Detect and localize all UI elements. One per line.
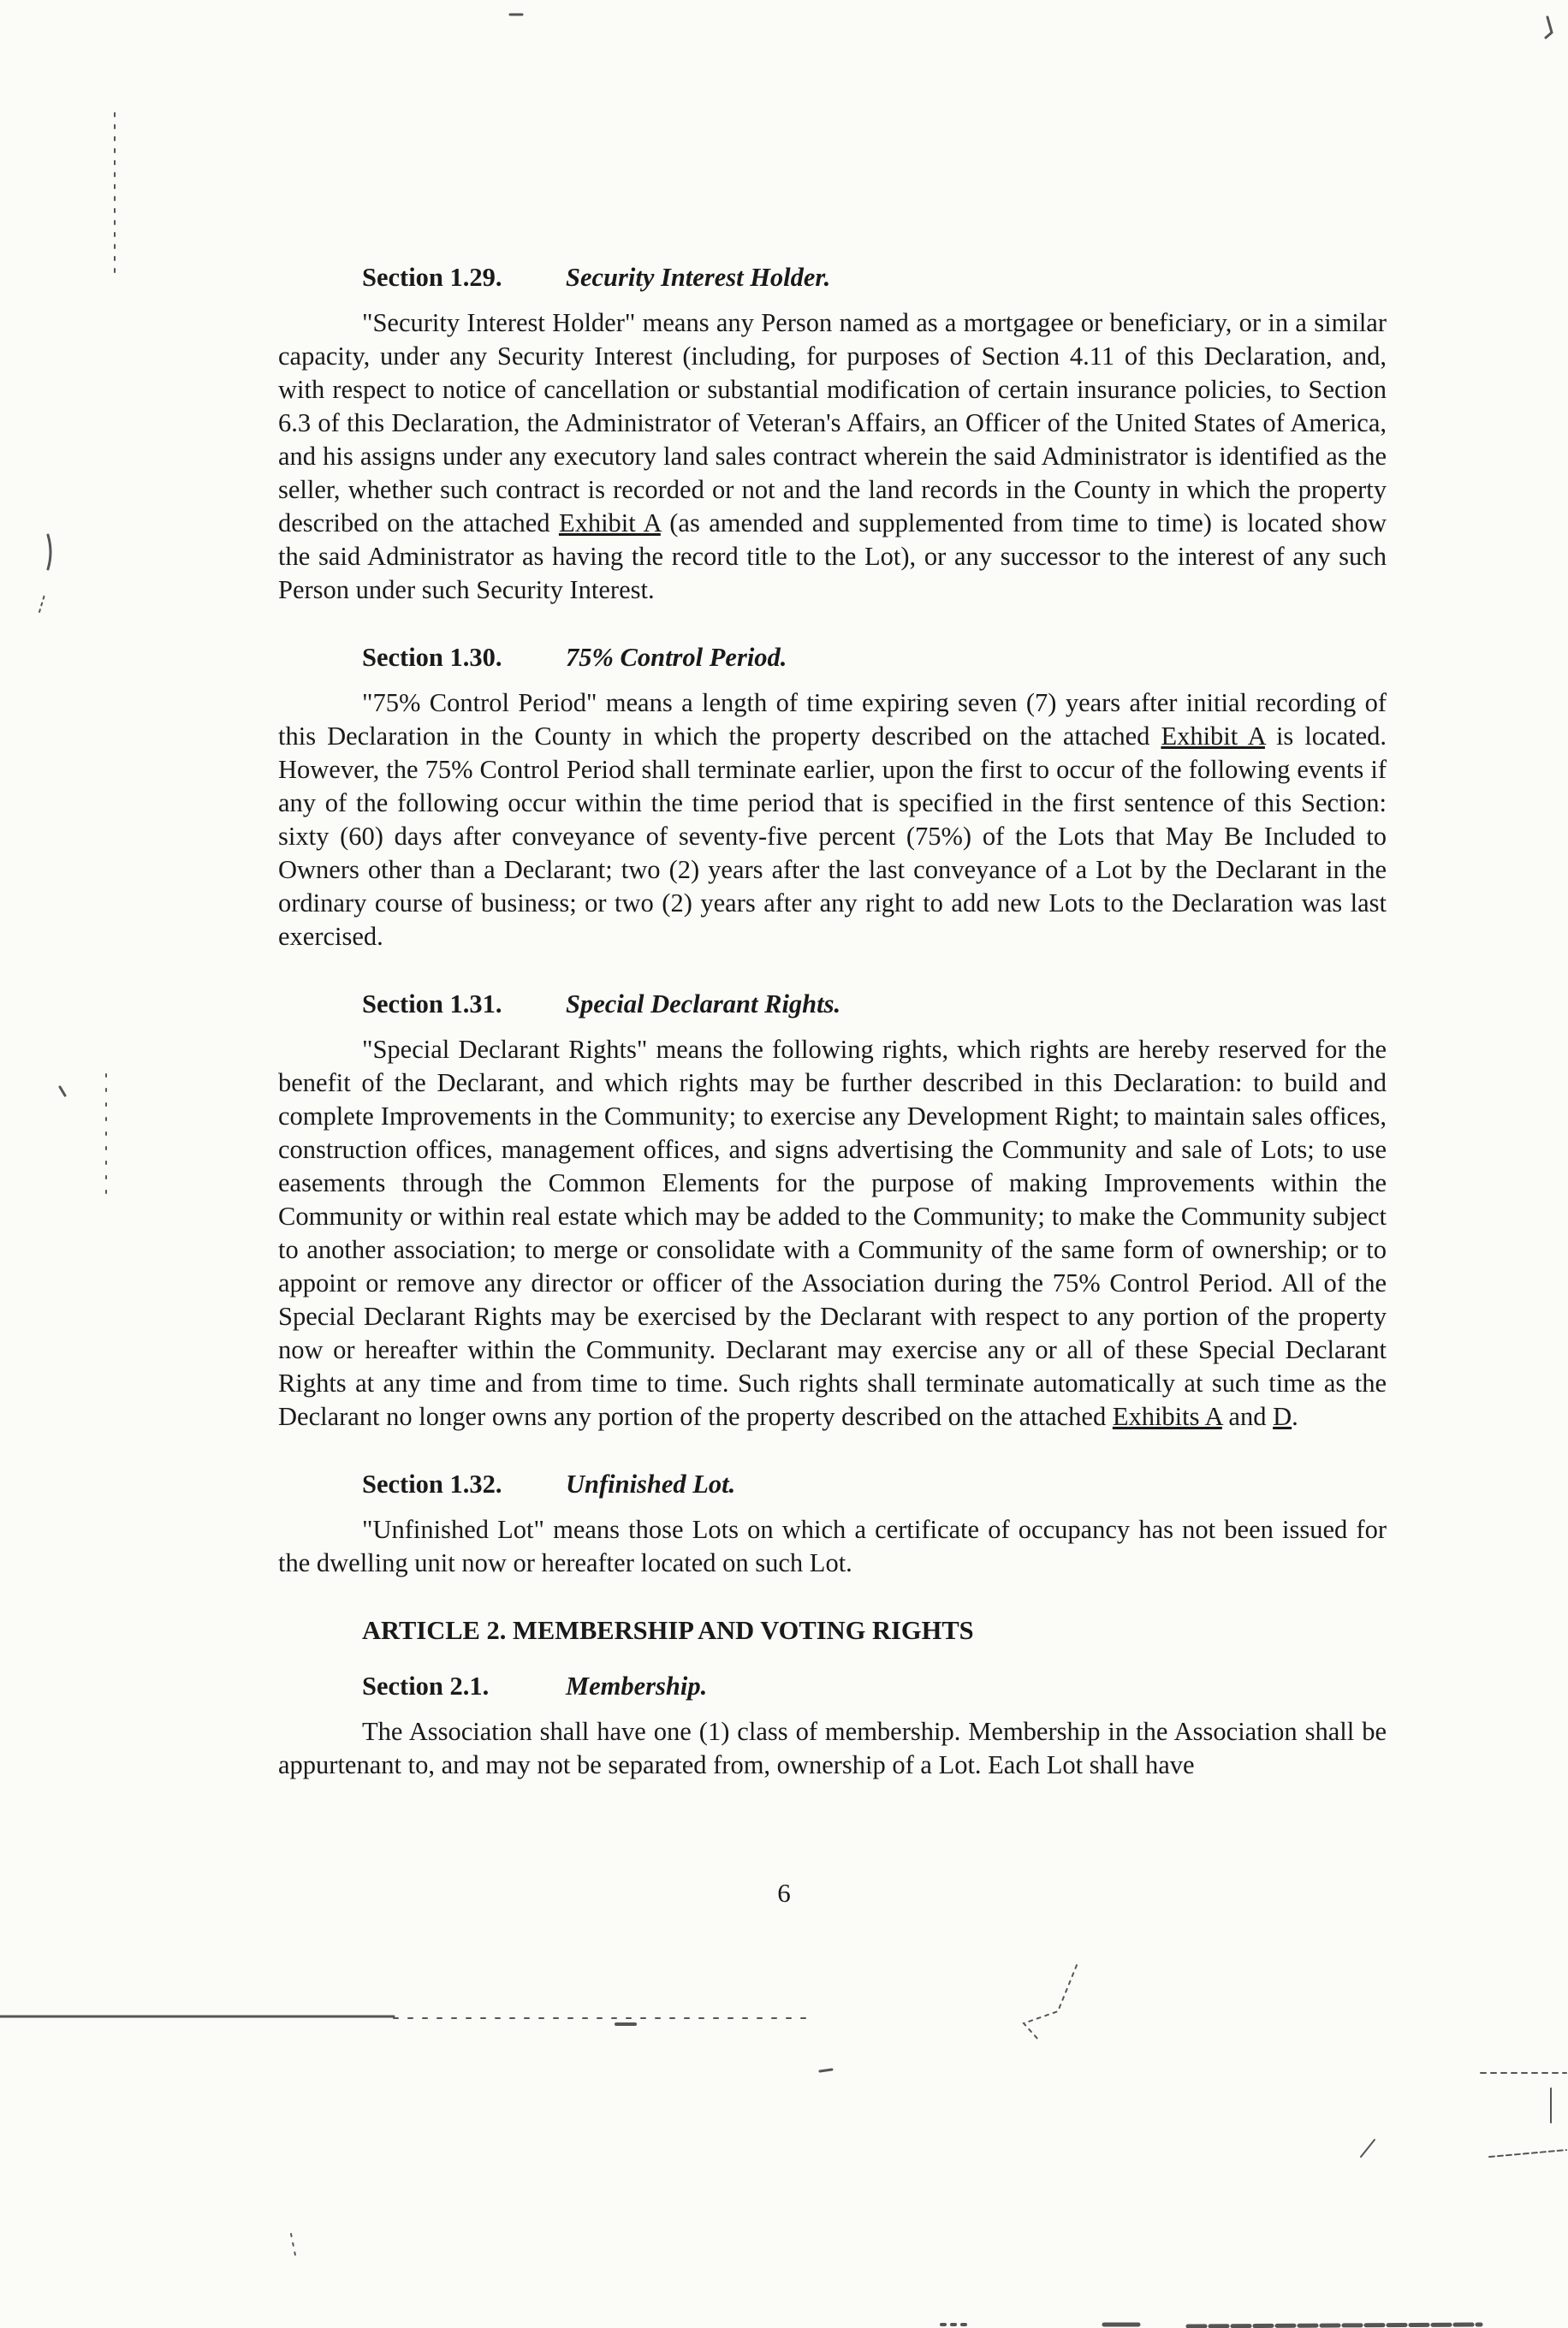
paragraph-text: and [1221, 1402, 1274, 1431]
exhibit-reference: Exhibit A [1161, 722, 1265, 751]
section-number: Section 2.1. [362, 1672, 490, 1701]
section-heading [278, 988, 1387, 1021]
section-title: 75% Control Period. [566, 643, 787, 672]
exhibit-reference: Exhibits A [1112, 1402, 1222, 1431]
paragraph-text: "Unfinished Lot" means those Lots on which a certificate of occupancy has not been issued for the dwelling unit now or hereafter located on such Lot. [278, 1515, 1387, 1577]
section-title: Special Declarant Rights. [566, 989, 841, 1018]
section-title: Security Interest Holder. [566, 263, 831, 292]
section-2-1 [278, 1670, 1387, 1782]
page-number: 6 [777, 1878, 791, 1908]
section-paragraph [278, 1513, 1387, 1580]
article-heading: ARTICLE 2. MEMBERSHIP AND VOTING RIGHTS [362, 1616, 974, 1645]
section-paragraph [278, 306, 1387, 607]
section-title: Unfinished Lot. [566, 1470, 736, 1499]
section-1-29 [278, 261, 1387, 607]
section-paragraph [278, 686, 1387, 953]
section-number: Section 1.32. [362, 1470, 502, 1499]
paragraph-text: "75% Control Period" means a length of time expiring seven (7) years after initial recording of this Declaration in the County in which the property described on the attached [278, 688, 1387, 751]
section-number: Section 1.29. [362, 263, 502, 292]
section-1-32 [278, 1468, 1387, 1580]
exhibit-reference: Exhibit A [558, 508, 661, 537]
section-title: Membership. [566, 1672, 708, 1701]
section-1-31 [278, 988, 1387, 1434]
section-number: Section 1.31. [362, 989, 502, 1018]
section-1-30 [278, 641, 1387, 953]
paragraph-text: "Security Interest Holder" means any Person named as a mortgagee or beneficiary, or in a similar capacity, under any Security Interest (including, for purposes of Section 4.11 of this Declaration, and, with respect to notice of cancellation or substantial modification of certain insurance policies, to Section 6.3 of this Declaration, the Administrator of Veteran's Affairs, an Officer of the United States of America, and his assigns under any executory land sales contract wherein the said Administrator is identified as the seller, whether such contract is recorded or not and the land records in the County in which the property described on the attached [278, 308, 1387, 537]
section-paragraph [278, 1033, 1387, 1434]
section-heading [278, 261, 1387, 294]
paragraph-text: . [1292, 1402, 1298, 1431]
paragraph-text: The Association shall have one (1) class of membership. Membership in the Association shall be appurtenant to, and may not be separated from, ownership of a Lot. Each Lot shall have [278, 1717, 1387, 1779]
paragraph-text: "Special Declarant Rights" means the following rights, which rights are hereby reserved for the benefit of the Declarant, and which rights may be further described in this Declaration: to build and complete Improvements in the Community; to exercise any Development Right; to maintain sales offices, construction offices, management offices, and signs advertising the Community and sale of Lots; to use easements through the Common Elements for the purpose of making Improvements within the Community or within real estate which may be added to the Community; to make the Community subject to another association; to merge or consolidate with a Community of the same form of ownership; or to appoint or remove any director or officer of the Association during the 75% Control Period. All of the Special Declarant Rights may be exercised by the Declarant with respect to any portion of the property now or hereafter within the Community. Declarant may exercise any or all of these Special Declarant Rights at any time and from time to time. Such rights shall terminate automatically at such time as the Declarant no longer owns any portion of the property described on the attached [278, 1035, 1387, 1431]
paragraph-text: (as amended and supplemented from time to time) is located show the said Administrator as having the record title to the Lot), or any successor to the interest of any such Person under such Security Interest. [278, 508, 1387, 604]
document-body [278, 261, 1387, 1816]
exhibit-reference: D [1273, 1402, 1292, 1431]
section-heading [278, 1468, 1387, 1501]
paragraph-text: is located. However, the 75% Control Period shall terminate earlier, upon the first to occur of the following events if any of the following occur within the time period that is specified in the first sentence of this Section: sixty (60) days after conveyance of seventy-five percent (75%) of the Lots that May Be Included to Owners other than a Declarant; two (2) years after the last conveyance of a Lot by the Declarant in the ordinary course of business; or two (2) years after any right to add new Lots to the Declaration was last exercised. [278, 722, 1387, 951]
section-number: Section 1.30. [362, 643, 502, 672]
section-paragraph [278, 1715, 1387, 1782]
section-heading [278, 1670, 1387, 1703]
section-heading [278, 641, 1387, 674]
